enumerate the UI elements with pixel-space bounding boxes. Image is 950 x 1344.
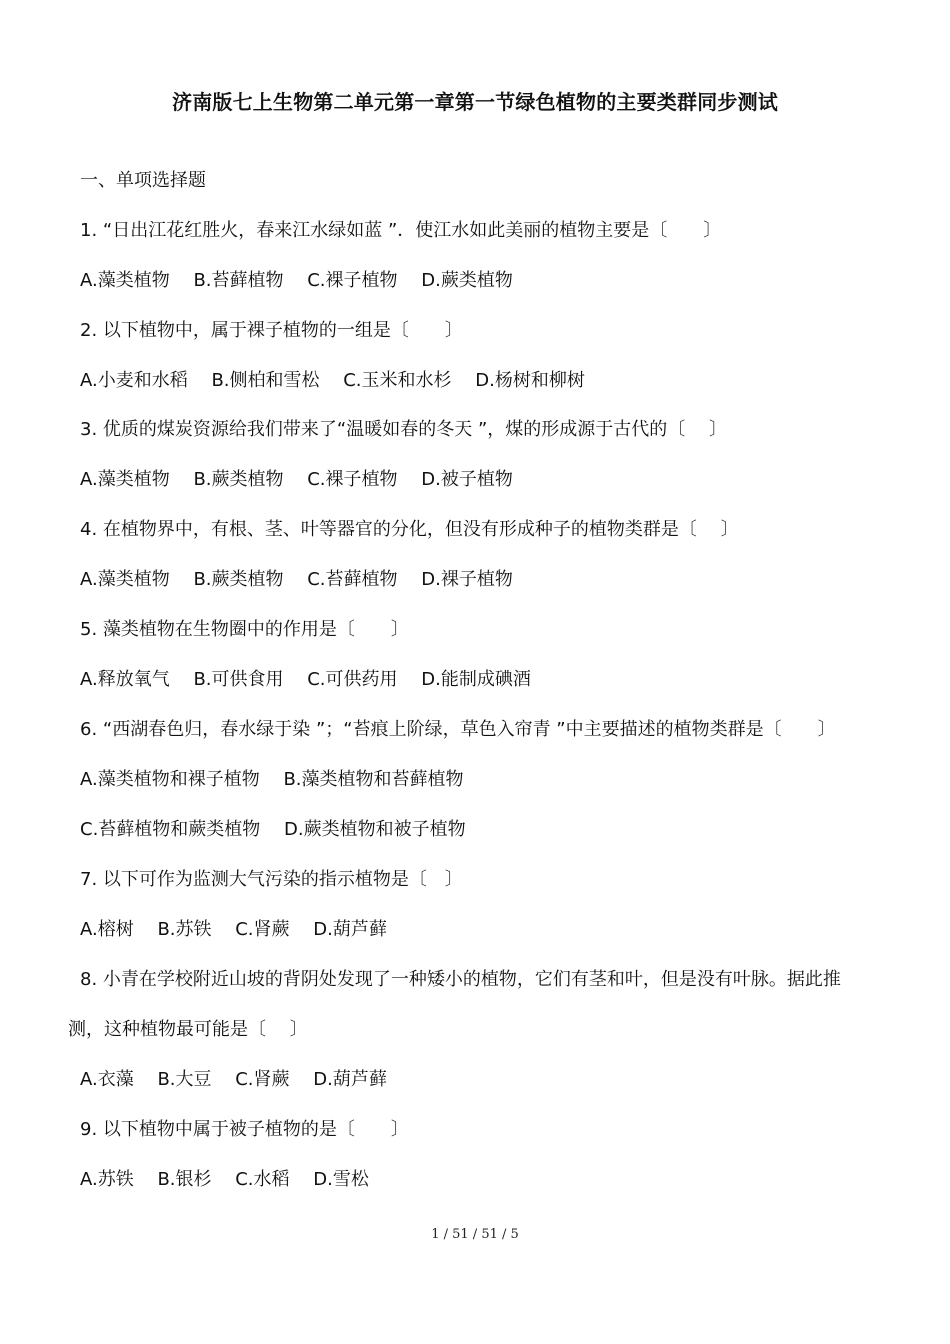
question-5-stem: 5. 藻类植物在生物圈中的作用是〔 〕 bbox=[80, 619, 409, 640]
question-8-stem-continued: 测，这种植物最可能是〔 〕 bbox=[68, 1019, 308, 1040]
question-4-stem: 4. 在植物界中，有根、茎、叶等器官的分化，但没有形成种子的植物类群是〔 〕 bbox=[80, 519, 739, 540]
question-9-stem: 9. 以下植物中属于被子植物的是〔 〕 bbox=[80, 1119, 409, 1140]
question-3-stem: 3. 优质的煤炭资源给我们带来了“温暖如春的冬天 ”，煤的形成源于古代的〔 〕 bbox=[80, 419, 727, 440]
question-3-options: A.藻类植物 B.蕨类植物 C.裸子植物 D.被子植物 bbox=[80, 469, 513, 490]
question-8-stem: 8. 小青在学校附近山坡的背阴处发现了一种矮小的植物，它们有茎和叶，但是没有叶脉。据此推 bbox=[80, 969, 841, 990]
question-5-options: A.释放氧气 B.可供食用 C.可供药用 D.能制成碘酒 bbox=[80, 669, 531, 690]
question-4-options: A.藻类植物 B.蕨类植物 C.苔藓植物 D.裸子植物 bbox=[80, 569, 513, 590]
question-6-stem: 6. “西湖春色归，春水绿于染 ”；“苔痕上阶绿，草色入帘青 ”中主要描述的植物类群是〔 〕 bbox=[80, 719, 836, 740]
question-7-stem: 7. 以下可作为监测大气污染的指示植物是〔 〕 bbox=[80, 869, 463, 890]
document-title: 济南版七上生物第二单元第一章第一节绿色植物的主要类群同步测试 bbox=[172, 90, 778, 114]
question-9-options: A.苏铁 B.银杉 C.水稻 D.雪松 bbox=[80, 1169, 369, 1190]
question-1-stem: 1. “日出江花红胜火，春来江水绿如蓝 ”．使江水如此美丽的植物主要是〔 〕 bbox=[80, 220, 722, 241]
question-2-stem: 2. 以下植物中，属于裸子植物的一组是〔 〕 bbox=[80, 320, 463, 341]
section-heading: 一、单项选择题 bbox=[80, 170, 206, 191]
question-8-options: A.衣藻 B.大豆 C.肾蕨 D.葫芦藓 bbox=[80, 1069, 387, 1090]
question-1-options: A.藻类植物 B.苔藓植物 C.裸子植物 D.蕨类植物 bbox=[80, 270, 513, 291]
question-6-options-line-1: A.藻类植物和裸子植物 B.藻类植物和苔藓植物 bbox=[80, 769, 464, 790]
question-6-options-line-2: C.苔藓植物和蕨类植物 D.蕨类植物和被子植物 bbox=[80, 819, 466, 840]
page-number-footer: 1 / 51 / 51 / 5 bbox=[431, 1227, 519, 1242]
question-7-options: A.榕树 B.苏铁 C.肾蕨 D.葫芦藓 bbox=[80, 919, 387, 940]
question-2-options: A.小麦和水稻 B.侧柏和雪松 C.玉米和水杉 D.杨树和柳树 bbox=[80, 370, 585, 391]
